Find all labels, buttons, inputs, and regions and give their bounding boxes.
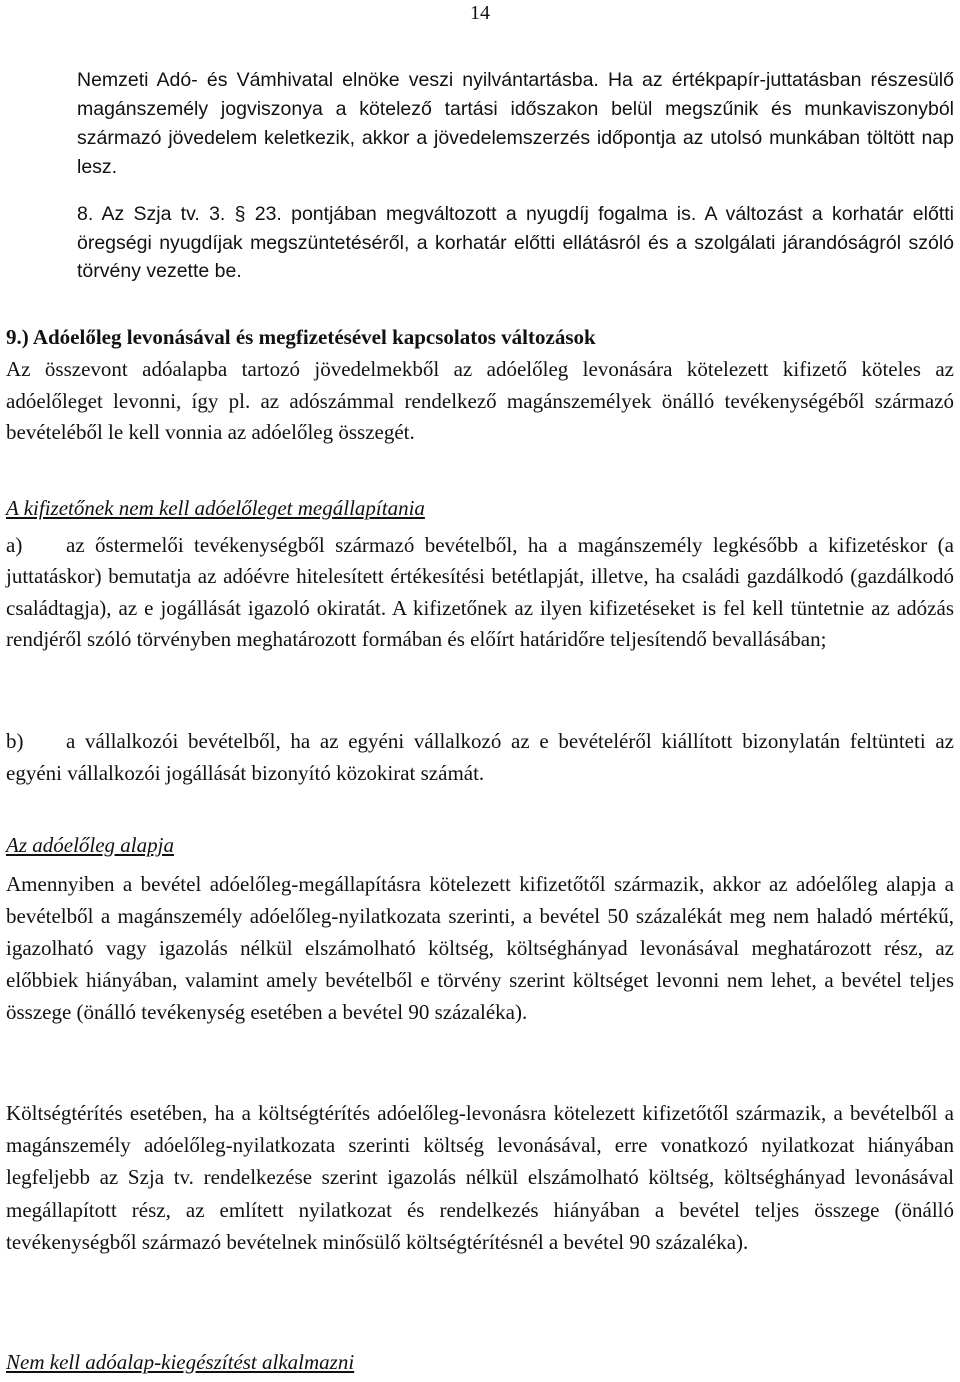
section-heading-advance-tax: 9.) Adóelőleg levonásával és megfizetésével kapcsolatos változások: [6, 325, 596, 349]
list-item-b-text: a vállalkozói bevételből, ha az egyéni vállalkozó az e bevételéről kiállított bizonylatán feltünteti az egyéni vállalkozói jogállását bizonyító közokirat számát.: [6, 729, 954, 785]
list-item-b-label: b): [6, 729, 24, 753]
paragraph-securities-allowance: Nemzeti Adó- és Vámhivatal elnöke veszi nyilvántartásba. Ha az értékpapír-juttatásban részesülő magánszemély jogviszonya a kötelező tartási időszakon belül megszűnik és munkaviszonyból származó jövedelem keletkezik, akkor a jövedelemszerzés időpontja az utolsó munkában töltött nap lesz.: [77, 69, 954, 178]
paragraph-cost-reimbursement: Költségtérítés esetében, ha a költségtérítés adóelőleg-levonásra kötelezett kifizetőtől származik, a bevételből a magánszemély adóelőleg-nyilatkozata szerinti költség levonásával, erre vonatkozó nyilatkozat hiányában legfeljebb az Szja tv. rendelkezése szerint igazolás nélkül elszámolható költség, költséghányad levonásával megállapított rész, az említett nyilatkozat és rendelkezés hiányában a bevétel teljes összege (önálló tevékenységből származó bevételnek minősülő költségtérítésnél a bevétel 90 százaléka).: [6, 1101, 954, 1254]
paragraph-pension-definition: 8. Az Szja tv. 3. § 23. pontjában megváltozott a nyugdíj fogalma is. A változást a korhatár előtti öregségi nyugdíjak megszüntetéséről, a korhatár előtti ellátásról és a szolgálati járandóságról szóló törvény vezette be.: [77, 203, 954, 282]
paragraph-advance-tax-base: Amennyiben a bevétel adóelőleg-megállapításra kötelezett kifizetőtől származik, akkor az adóelőleg alapja a bevételből a magánszemély adóelőleg-nyilatkozata szerinti, a bevétel 50 százalékát meg nem haladó mértékű, igazolható vagy igazolás nélkül elszámolható költség, költséghányad levonásával meghatározott rész, az előbbiek hiányában, valamint amely bevételből e törvény szerint költséget levonni nem lehet, a bevétel teljes összege (önálló tevékenység esetében a bevétel 90 százaléka).: [6, 872, 954, 1024]
list-item-a-text: az őstermelői tevékenységből származó bevételből, ha a magánszemély legkésőbb a kifizetéskor (a juttatáskor) bemutatja az adóévre hitelesített értékesítési betétlapját, illetve, ha családi gazdálkodó (gazdálkodó családtagja), az e jogállását igazoló okiratát. A kifizetőnek az ilyen kifizetéseket is fel kell tüntetnie az adózás rendjéről szóló törvényben meghatározott formában és előírt határidőre teljesítendő bevallásában;: [6, 533, 954, 651]
list-item-a: [6, 530, 954, 655]
subheading-no-advance-tax: A kifizetőnek nem kell adóelőleget megállapítania: [6, 496, 425, 520]
subheading-no-supplement: Nem kell adóalap-kiegészítést alkalmazni: [6, 1350, 355, 1374]
list-item-a-label: a): [6, 533, 23, 557]
subheading-advance-tax-base: Az adóelőleg alapja: [6, 833, 174, 857]
list-item-b: [6, 726, 954, 789]
paragraph-advance-tax-intro: Az összevont adóalapba tartozó jövedelmekből az adóelőleg levonására kötelezett kifizető köteles az adóelőleget levonni, így pl. az adószámmal rendelkező magánszemélyek önálló tevékenységéből származó bevételéből le kell vonnia az adóelőleg összegét.: [6, 357, 954, 444]
page-number: 14: [470, 2, 490, 24]
